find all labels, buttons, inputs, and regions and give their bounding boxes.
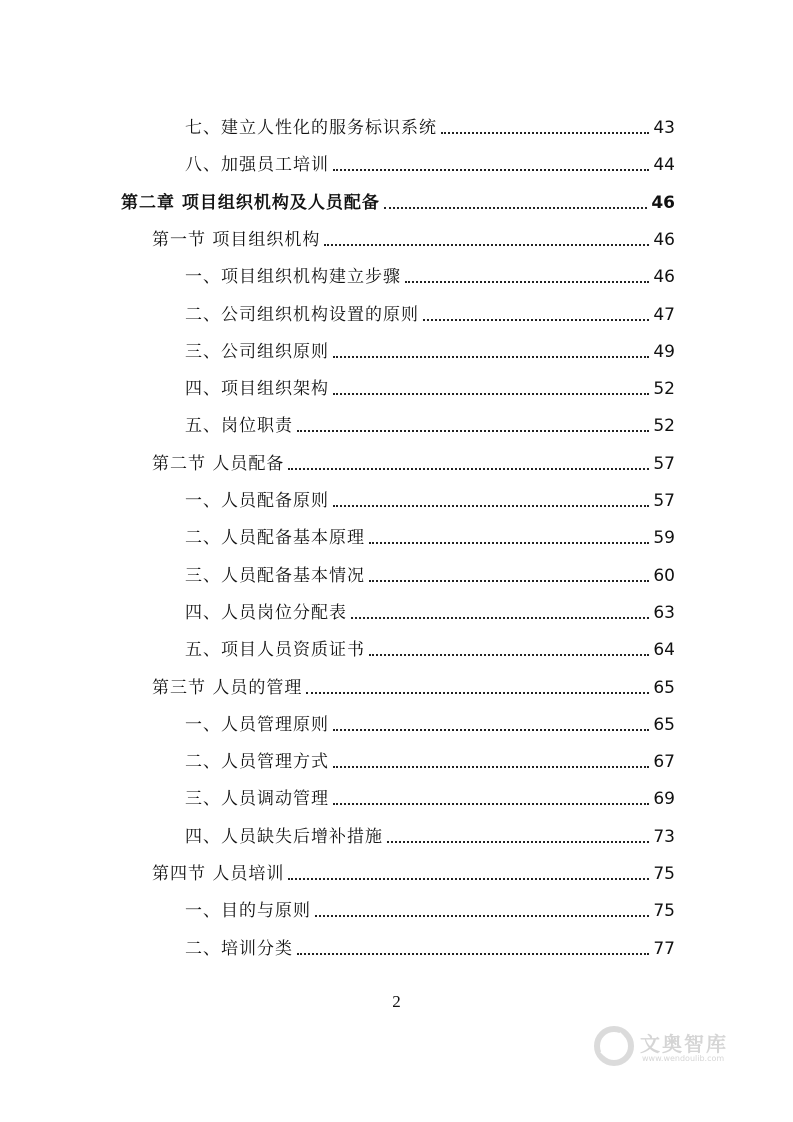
toc-entry-title: 四、人员岗位分配表 [185,602,347,623]
toc-entry-page: 59 [653,528,675,549]
toc-entry-title: 二、人员配备基本原理 [185,528,365,549]
toc-dot-leader [288,467,649,470]
toc-entry-title: 第一节 项目组织机构 [152,229,321,250]
toc-entry-page: 46 [651,192,675,213]
toc-entry[interactable] [152,437,675,474]
toc-entry[interactable] [185,623,675,660]
toc-entry[interactable] [185,549,675,586]
toc-entry[interactable] [185,922,675,959]
toc-entry[interactable] [185,884,675,921]
toc-entry-title: 八、加强员工培训 [185,155,329,176]
toc-entry-page: 46 [653,267,675,288]
toc-entry-page: 73 [653,826,675,847]
toc-entry-page: 44 [653,155,675,176]
toc-dot-leader [333,392,649,395]
toc-entry-title: 三、人员配备基本情况 [185,565,365,586]
toc-dot-leader [306,691,649,694]
toc-entry-page: 52 [653,416,675,437]
toc-entry[interactable] [185,399,675,436]
toc-entry-title: 第三节 人员的管理 [152,677,303,698]
toc-entry-title: 七、建立人性化的服务标识系统 [185,118,437,138]
toc-dot-leader [351,616,649,619]
toc-entry-title: 五、岗位职责 [185,416,293,437]
watermark-brand: 文奥智库 [640,1032,728,1056]
toc-entry-title: 二、培训分类 [185,938,293,959]
toc-entry[interactable] [185,772,675,809]
toc-entry-page: 46 [653,229,675,250]
toc-entry-title: 第四节 人员培训 [152,864,285,884]
toc-dot-leader [324,243,649,246]
toc-entry-title: 四、人员缺失后增补措施 [185,826,383,847]
toc-entry-page: 75 [653,864,675,884]
toc-dot-leader [333,168,649,171]
toc-entry-page: 57 [653,453,675,474]
watermark-url: www.wendoulib.com [642,1054,725,1063]
toc-entry[interactable] [185,288,675,325]
toc-entry[interactable] [185,586,675,623]
toc-dot-leader [297,952,649,955]
toc-entry[interactable] [152,661,675,698]
toc-entry-page: 75 [653,901,675,922]
toc-entry[interactable] [185,511,675,548]
toc-entry-page: 57 [653,491,675,511]
toc-entry-title: 一、人员管理原则 [185,714,329,735]
toc-entry[interactable] [185,810,675,847]
toc-entry[interactable] [185,325,675,362]
toc-entry-title: 三、公司组织原则 [185,341,329,362]
toc-entry-title: 二、公司组织机构设置的原则 [185,304,419,325]
toc-dot-leader [333,728,649,731]
toc-entry-title: 三、人员调动管理 [185,789,329,810]
toc-dot-leader [423,318,649,321]
toc-dot-leader [288,877,649,880]
toc-entry-page: 60 [653,565,675,586]
toc-dot-leader [369,653,649,656]
toc-dot-leader [405,280,649,283]
ring-logo-icon [592,1024,636,1068]
toc-entry-title: 一、人员配备原则 [185,491,329,511]
toc-entry-title: 一、目的与原则 [185,901,311,922]
toc-dot-leader [441,131,649,134]
toc-dot-leader [384,206,647,209]
toc-dot-leader [387,840,649,843]
toc-entry[interactable] [185,735,675,772]
toc-entry-page: 47 [653,304,675,325]
toc-entry-page: 65 [653,714,675,735]
toc-dot-leader [297,429,649,432]
toc-entry[interactable] [185,138,675,175]
toc-entry-page: 67 [653,752,675,773]
toc-entry-page: 43 [653,118,675,138]
toc-dot-leader [369,541,649,544]
toc-entry-page: 69 [653,789,675,810]
toc-entry[interactable] [185,474,675,511]
toc-dot-leader [333,355,649,358]
toc-entry[interactable] [121,176,675,213]
toc-entry-page: 52 [653,379,675,400]
toc-dot-leader [333,802,649,805]
toc-entry-page: 64 [653,640,675,661]
watermark [592,1020,752,1076]
toc-dot-leader [369,579,649,582]
toc-entry-title: 第二章 项目组织机构及人员配备 [121,192,380,213]
toc-entry[interactable] [152,213,675,250]
toc-entry-title: 四、项目组织架构 [185,379,329,400]
toc-entry-page: 77 [653,938,675,959]
page-number: 2 [392,992,401,1011]
toc-dot-leader [315,914,649,917]
toc-entry-title: 二、人员管理方式 [185,752,329,773]
toc-entry[interactable] [185,101,675,138]
toc-entry-title: 五、项目人员资质证书 [185,640,365,661]
toc-entry-title: 一、项目组织机构建立步骤 [185,267,401,288]
toc-entry-page: 49 [653,341,675,362]
toc-entry[interactable] [185,362,675,399]
toc-entry-page: 63 [653,602,675,623]
toc-entry[interactable] [152,847,675,884]
toc-entry[interactable] [185,698,675,735]
toc-entry-page: 65 [653,677,675,698]
toc-dot-leader [333,765,649,768]
toc-entry[interactable] [185,250,675,287]
toc-dot-leader [333,504,649,507]
toc-entry-title: 第二节 人员配备 [152,453,285,474]
